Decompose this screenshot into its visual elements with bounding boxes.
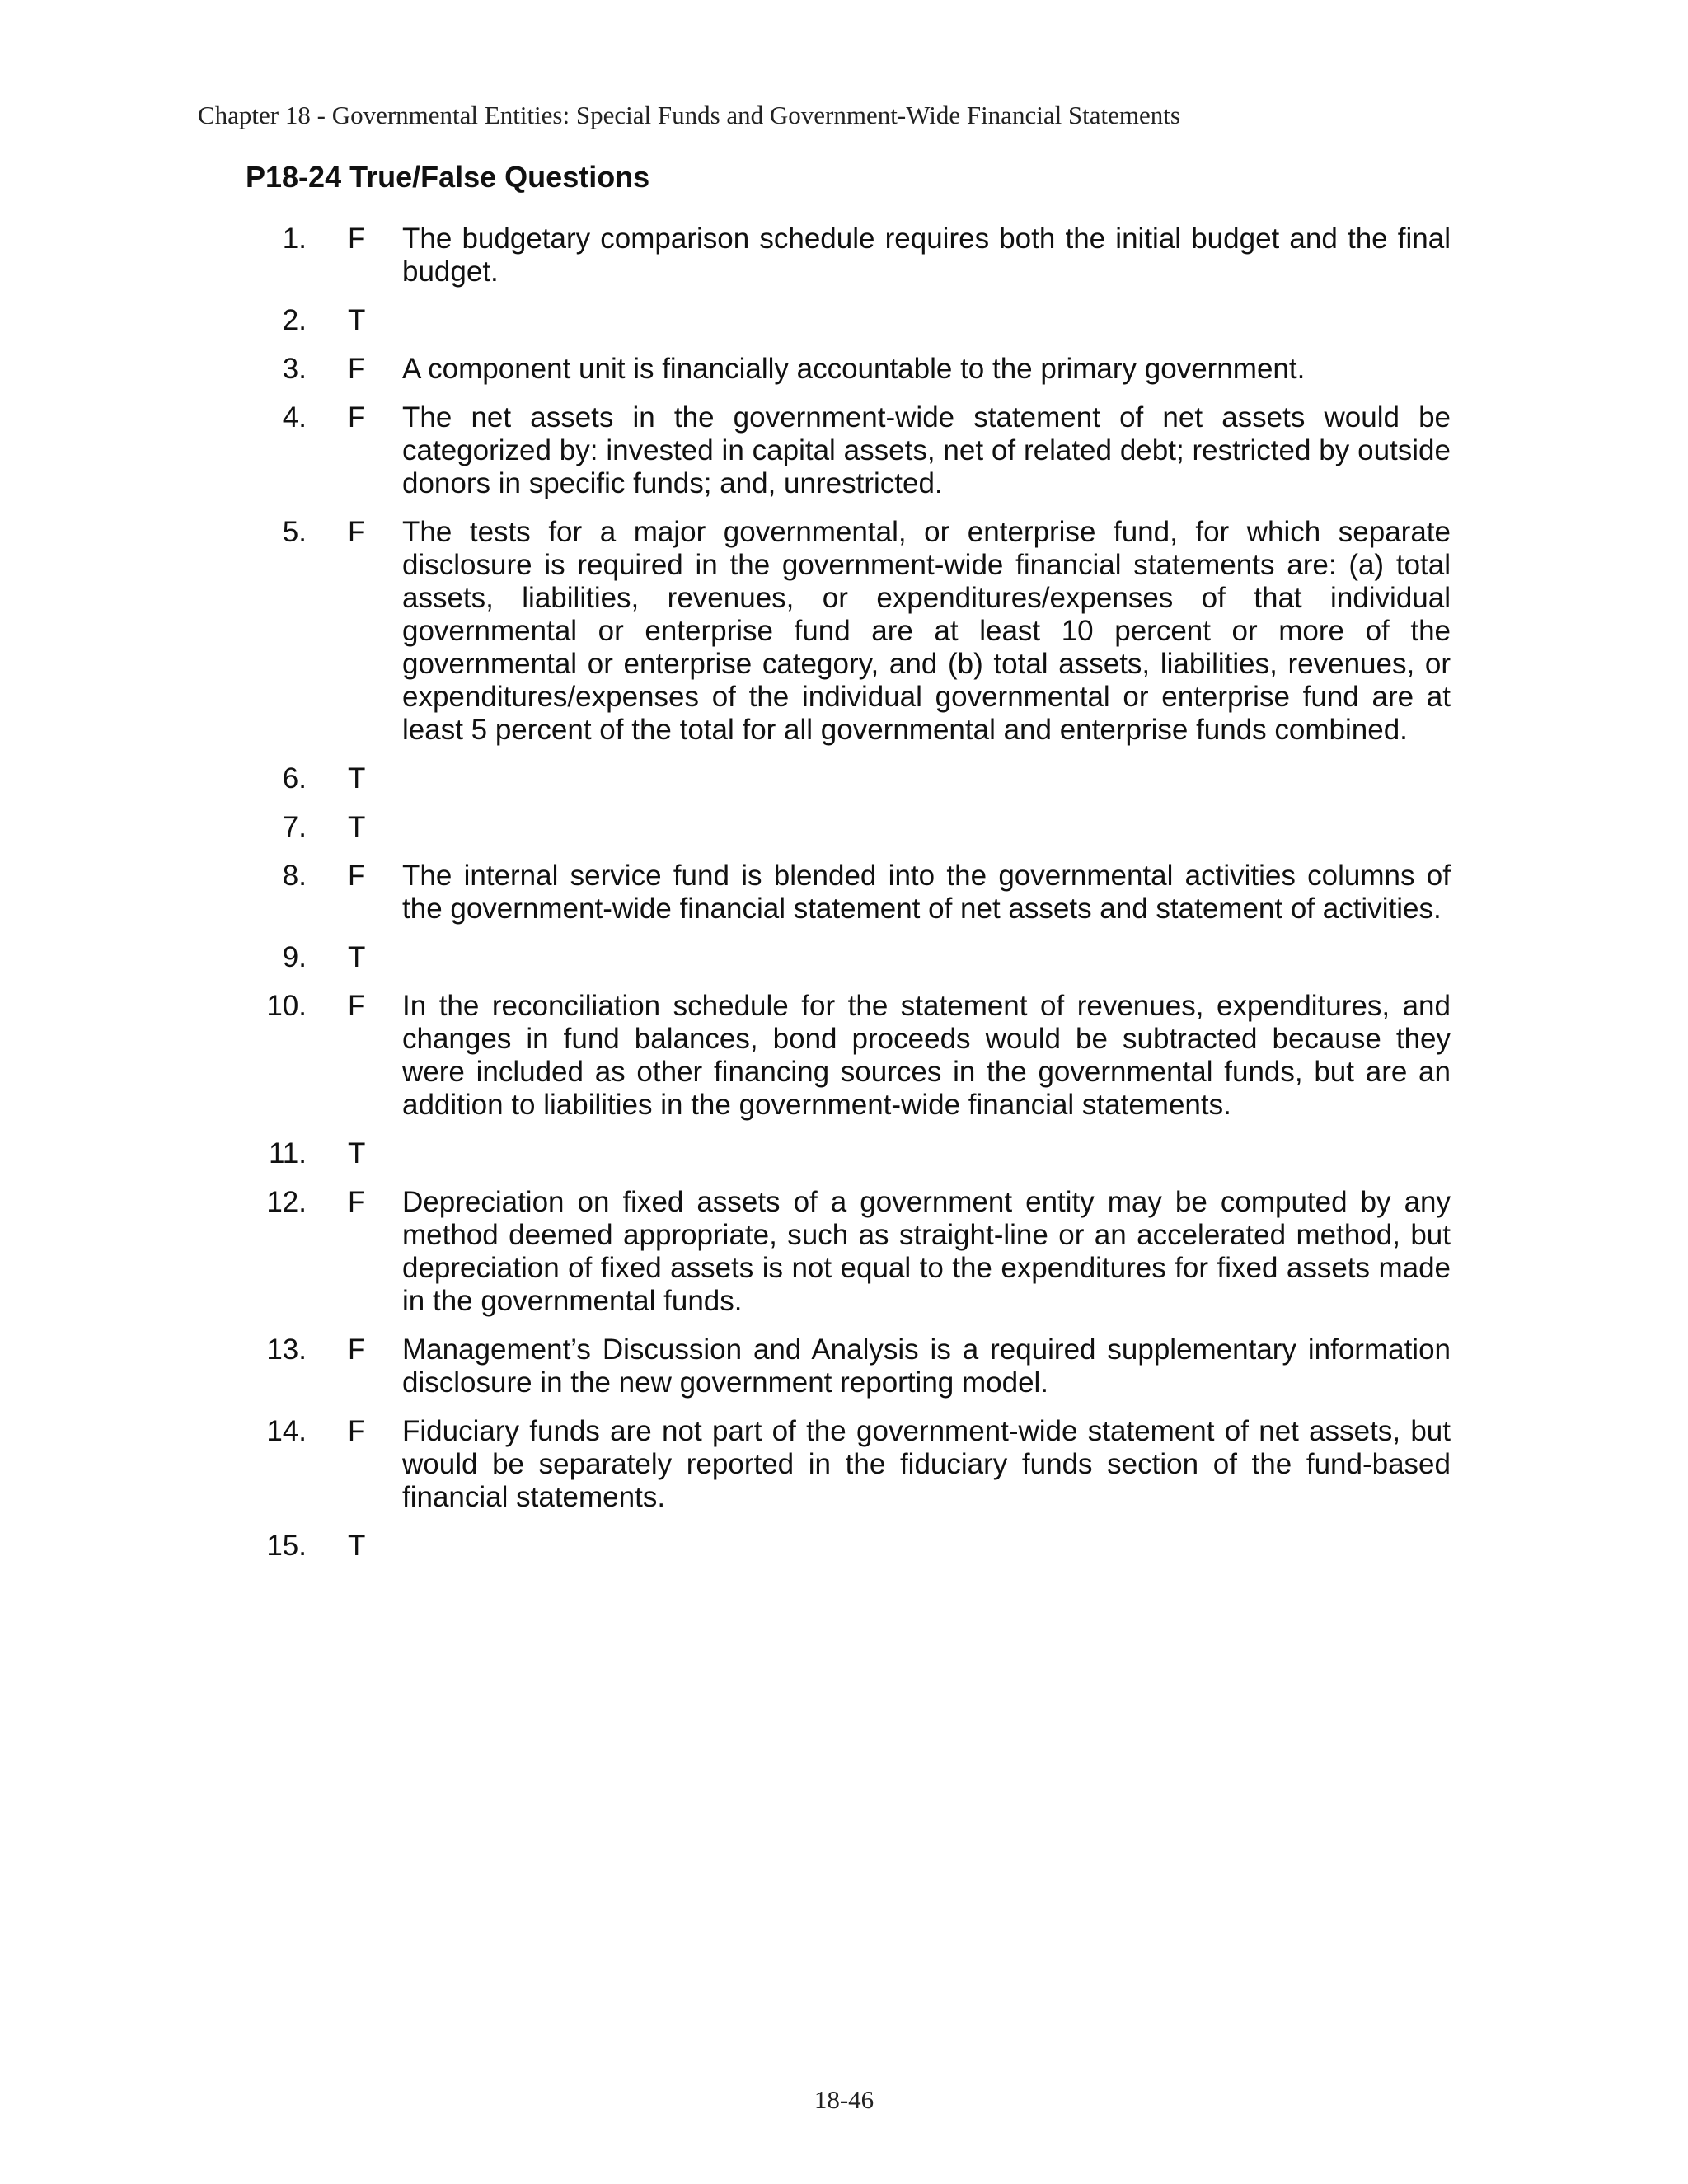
list-item — [247, 516, 1451, 747]
item-number: 13. — [266, 1333, 307, 1366]
item-number: 8. — [282, 860, 307, 892]
item-explanation: Depreciation on fixed assets of a government entity may be computed by any method deemed appropriate, such as straight-line or an accelerated method, but depreciation of fixed assets is not equal to the expenditures for fixed assets made in the governmental funds. — [402, 1186, 1451, 1317]
item-answer: F — [348, 1186, 366, 1218]
item-number: 2. — [282, 304, 307, 336]
item-answer: F — [348, 353, 366, 385]
item-number: 7. — [282, 811, 307, 843]
item-answer: T — [348, 811, 366, 843]
item-number: 12. — [266, 1186, 307, 1218]
item-number: 15. — [266, 1530, 307, 1562]
item-explanation: The budgetary comparison schedule requires both the initial budget and the final budget. — [402, 223, 1451, 288]
item-number: 4. — [282, 401, 307, 434]
item-number: 9. — [282, 941, 307, 973]
item-explanation: In the reconciliation schedule for the statement of revenues, expenditures, and changes in fund balances, bond proceeds would be subtracted because they were included as other financing sources in the governmental funds, but are an addition to liabilities in the government-wide financial statements. — [402, 990, 1451, 1121]
list-item — [247, 223, 1451, 288]
item-explanation: The net assets in the government-wide statement of net assets would be categorized by: invested in capital assets, net of related debt; restricted by outside donors in specific funds; and, unrestricted. — [402, 401, 1451, 499]
item-number: 1. — [282, 223, 307, 255]
list-item — [247, 860, 1451, 926]
item-explanation: Management’s Discussion and Analysis is a required supplementary information disclosure in the new government reporting model. — [402, 1333, 1451, 1399]
list-item — [247, 1530, 1451, 1563]
list-item — [247, 1333, 1451, 1399]
item-answer: F — [348, 223, 366, 255]
item-number: 11. — [268, 1137, 307, 1169]
list-item — [247, 990, 1451, 1122]
item-explanation: The tests for a major governmental, or enterprise fund, for which separate disclosure is required in the government-wide financial statements are: (a) total assets, liabilities, revenues, or expenditures/expenses of that individual governmental or enterprise fund are at least 10 percent or more of the governmental or enterprise category, and (b) total assets, liabilities, revenues, or expenditures/expenses of the individual governmental or enterprise fund are at least 5 percent of the total for all governmental and enterprise funds combined. — [402, 516, 1451, 746]
list-item — [247, 353, 1451, 386]
list-item — [247, 1415, 1451, 1514]
item-answer: F — [348, 860, 366, 892]
list-item — [247, 1137, 1451, 1170]
item-answer: F — [348, 1415, 366, 1447]
list-item — [247, 304, 1451, 337]
item-answer: T — [348, 941, 366, 973]
item-number: 14. — [266, 1415, 307, 1447]
item-answer: F — [348, 516, 366, 548]
section-title: P18-24 True/False Questions — [246, 160, 650, 194]
item-answer: T — [348, 762, 366, 794]
item-number: 10. — [266, 990, 307, 1022]
list-item — [247, 811, 1451, 844]
answer-list — [247, 223, 1451, 1578]
running-header: Chapter 18 - Governmental Entities: Special Funds and Government-Wide Financial Statements — [198, 101, 1180, 129]
item-answer: F — [348, 401, 366, 434]
list-item — [247, 1186, 1451, 1318]
item-answer: T — [348, 1137, 366, 1169]
item-answer: T — [348, 304, 366, 336]
item-number: 6. — [282, 762, 307, 794]
item-explanation: The internal service fund is blended into the governmental activities columns of the government-wide financial statement of net assets and statement of activities. — [402, 860, 1451, 925]
item-explanation: Fiduciary funds are not part of the government-wide statement of net assets, but would be separately reported in the fiduciary funds section of the fund-based financial statements. — [402, 1415, 1451, 1513]
list-item — [247, 762, 1451, 795]
item-number: 5. — [282, 516, 307, 548]
list-item — [247, 401, 1451, 500]
item-answer: F — [348, 1333, 366, 1366]
item-answer: F — [348, 990, 366, 1022]
item-number: 3. — [282, 353, 307, 385]
page-number: 18-46 — [814, 2085, 874, 2114]
item-explanation: A component unit is financially accountable to the primary government. — [402, 353, 1306, 385]
list-item — [247, 941, 1451, 974]
item-answer: T — [348, 1530, 366, 1562]
